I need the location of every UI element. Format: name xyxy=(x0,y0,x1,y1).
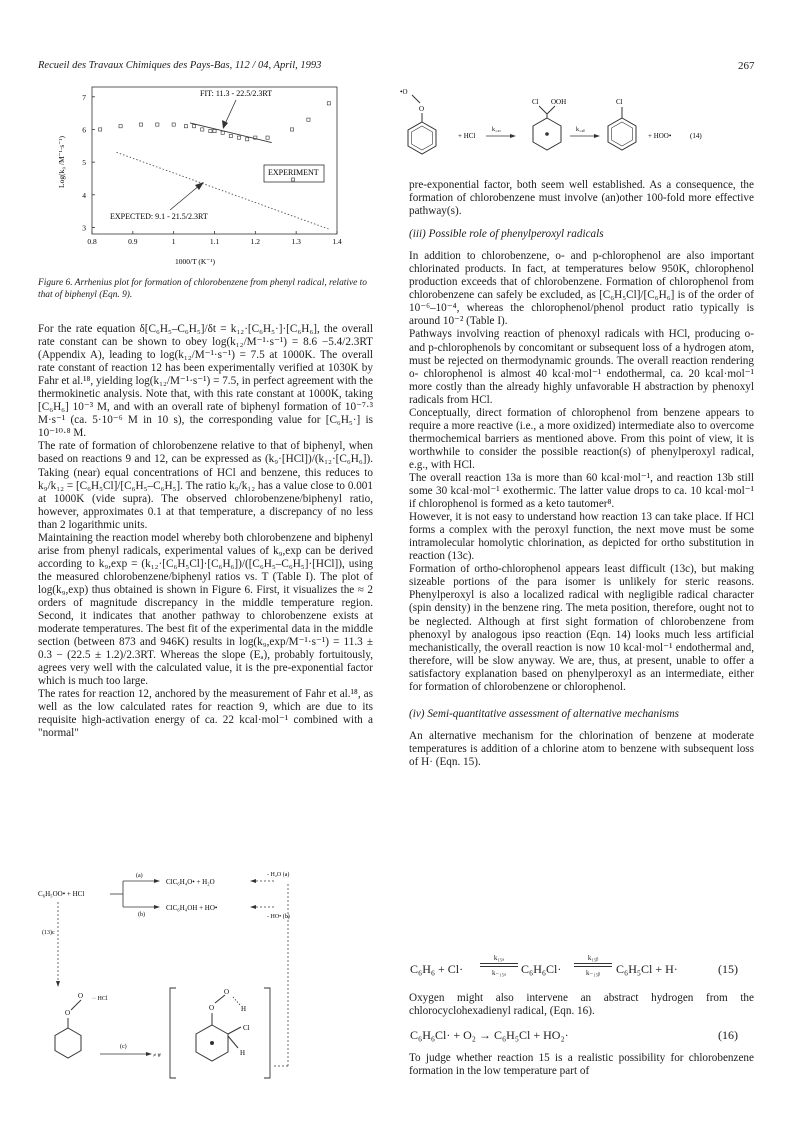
equation-16-number: (16) xyxy=(718,1028,738,1042)
legend-label: EXPERIMENT xyxy=(268,168,319,177)
y-tick-label: 7 xyxy=(82,92,86,102)
experiment-point xyxy=(229,134,232,137)
bracket-o2: O xyxy=(224,988,230,996)
paragraph-eq16: Oxygen might also intervene an abstract hydrogen from the chlorocyclohexadienyl radical, (Eqn. 16). xyxy=(409,992,754,1018)
side-b: - HO• (b) xyxy=(267,914,290,920)
bracket-h1: H xyxy=(241,1005,247,1013)
scheme13 xyxy=(38,870,373,1085)
fit-pointer xyxy=(225,100,236,124)
page-number: 267 xyxy=(738,60,755,72)
fit-line xyxy=(190,123,272,143)
phenoxyl-ring xyxy=(408,122,436,154)
k-15a: k₋₁₅ₐ xyxy=(492,969,506,977)
o-atom: O xyxy=(419,105,425,113)
paragraph-iv: An alternative mechanism for the chlorination of benzene at moderate temperatures is addition of a chlorine atom to benzene with subsequent loss of H· (Eqn. 15). xyxy=(409,729,754,768)
experiment-point xyxy=(99,128,102,131)
experiment-point xyxy=(327,102,330,105)
paragraph-iii-3: Conceptually, direct formation of chlorophenol from benzene appears to require a more reactive (i.e., a more oxidized) intermediate also to overcome thermochemical barriers as mentioned above. From this point of view, it is worthwhile to consider the possible reaction(s) of phenylperoxyl radical, e.g., with HCl. xyxy=(409,406,754,471)
label-13c: (13)c xyxy=(42,930,55,936)
paragraph-iii-4: The overall reaction 13a is more than 60 kcal·mol⁻¹, and reaction 13b still some 30 kcal·mol⁻¹ exothermic. The latter value drops to ca. 10 kcal·mol⁻¹ if chlorophenol is formed as a keto tautomer⁸. xyxy=(409,471,754,511)
experiment-point xyxy=(290,128,293,131)
expected-arrowhead xyxy=(195,182,204,190)
figure6-chart xyxy=(40,82,370,272)
experiment-point xyxy=(172,123,175,126)
fit-arrowhead xyxy=(222,120,228,129)
experiment-point xyxy=(237,136,240,139)
experiment-point xyxy=(213,130,216,133)
experiment-point xyxy=(119,125,122,128)
y-tick-label: 4 xyxy=(82,190,86,200)
figure6-caption: Figure 6. Arrhenius plot for formation of chlorobenzene from phenyl radical, relative to that of biphenyl (Eqn. 9). xyxy=(38,278,367,300)
left-column xyxy=(38,323,373,741)
bracket-left xyxy=(170,988,176,1078)
equilibrium-arrow-1 xyxy=(480,954,518,976)
equation-15-number: (15) xyxy=(718,962,738,976)
eq14-number: (14) xyxy=(690,132,702,140)
right-column-lower xyxy=(409,992,754,1018)
k14b: k₁₄ᵦ xyxy=(576,127,585,133)
x-tick-label: 1.2 xyxy=(250,237,261,246)
label-c: (c) xyxy=(120,1044,127,1050)
paragraph-iii-2: Pathways involving reaction of phenoxyl radicals with HCl, producing o- and p-chlorophenols by concomitant or subsequent loss of a hydrogen atom, must be rejected on thermodynamic grounds. The overall reaction rendering o- chlorophenol is almost 40 kcal·mol⁻¹ endothermal, ca. 20 kcal·mol⁻¹ more costly than the already highly unfavorable H abstraction by phenoxyl radicals from HCl. xyxy=(409,328,754,406)
x-tick-label: 1.3 xyxy=(291,237,301,246)
x-tick-label: 0.8 xyxy=(87,237,97,246)
scheme14 xyxy=(400,80,755,170)
fit-label: FIT: 11.3 - 22.5/2.3RT xyxy=(200,89,273,98)
y-axis-label: Log(k₉ /M⁻¹·s⁻¹) xyxy=(57,136,66,188)
plus-hcl: + HCl xyxy=(458,132,476,140)
equation-15-left: C₆H₆ + Cl· xyxy=(410,962,464,976)
heading-iv: (iv) Semi-quantitative assessment of alternative mechanisms xyxy=(409,707,679,720)
experiment-point xyxy=(201,128,204,131)
experiment-point xyxy=(246,138,249,141)
experiment-point xyxy=(156,123,159,126)
equation-16: C₆H₆Cl· + O₂ → C₆H₅Cl + HO₂· xyxy=(410,1028,569,1042)
side-a: - H₂O (a) xyxy=(267,872,290,878)
paragraph-iii-5: However, it is not easy to understand how reaction 13 can take place. If HCl forms a complex with the peroxyl function, the next move must be some intramolecular homolytic chlorination, as depicted for ortho substitution in reaction (13c). xyxy=(409,511,754,563)
equilibrium-arrow-2 xyxy=(574,954,612,976)
experiment-point xyxy=(307,118,310,121)
bracket-h2: H xyxy=(240,1049,246,1057)
expected-pointer xyxy=(170,185,200,210)
ooh-label: OOH xyxy=(551,98,567,106)
k-15b: k₋₁₅ᵦ xyxy=(585,969,601,977)
bracket-right xyxy=(264,988,270,1078)
experiment-point xyxy=(266,136,269,139)
right-column-end xyxy=(409,1052,754,1078)
k15b: k₁₅ᵦ xyxy=(587,954,599,962)
x-tick-label: 1.4 xyxy=(332,237,342,246)
y-tick-label: 5 xyxy=(82,158,86,168)
x-tick-label: 1 xyxy=(171,237,176,246)
cl-label: Cl xyxy=(532,98,539,106)
experiment-point xyxy=(139,123,142,126)
dots-hcl: ·· HCl xyxy=(92,996,108,1002)
product-a: ClC₆H₄O• + H₂O xyxy=(166,878,215,886)
experiment-point xyxy=(221,131,224,134)
paragraph-end: To judge whether reaction 15 is a realistic possibility for chlorobenzene formation in the low temperature part of xyxy=(409,1052,754,1078)
experiment-point xyxy=(192,125,195,128)
running-header: Recueil des Travaux Chimiques des Pays-Bas, 112 / 04, April, 1993 xyxy=(38,60,322,71)
o-lower: O xyxy=(65,1009,71,1017)
product-b: ClC₆H₄OH + HO• xyxy=(166,904,218,912)
paragraph-rates-reaction12: The rates for reaction 12, anchored by the measurement of Fahr et al.¹⁸, as well as the low calculated rates for reaction 9, which are due to its requisite high-activation energy of ca. 22 kcal·mol⁻¹ combined with a "normal" xyxy=(38,688,373,740)
radical-label: •O xyxy=(400,88,408,96)
plus-hoo: + HOO• xyxy=(648,132,672,140)
x-tick-label: 1.1 xyxy=(209,237,220,246)
paragraph-iii-6: Formation of ortho-chlorophenol appears least difficult (13c), but making sizeable portions of the para isomer is unlikely for steric reasons. Phenylperoxyl is also a localized radical with negligible radical character (spin density) in the benzene ring. The meta position, therefore, ought not to be neglected. Although at first sight formation of chlorobenzene from phenoxyl by analogous ipso reaction (Eqn. 14) looks much less artificial mechanistically, the overall reaction is now 10 kcal·mol⁻¹ endothermal and, therefore, will be slow anyway. We are, thus, at present, unable to offer a satisfactory explanation based on phenylperoxyl as an intermediate, either for formation of chlorobenzene or chlorophenol. xyxy=(409,563,754,693)
paragraph-iii-1: In addition to chlorobenzene, o- and p-chlorophenol are also important chlorinated products. In fact, at temperatures below 950K, chlorophenol production exceeds that of chlorobenzene. Formation of chlorophenol from chlorobenzene can safely be excluded, as [C₆H₅Cl]/[C₆H₆] is of the order of 10⁻⁶–10⁻⁴, whereas the chlorophenol/phenol product ratio typically is around 10⁻² (Table I). xyxy=(409,250,754,328)
right-column-upper xyxy=(409,179,754,769)
o-top: O xyxy=(78,992,84,1000)
experiment-point xyxy=(209,130,212,133)
bracket-o1: O xyxy=(209,1004,215,1012)
heading-iii: (iii) Possible role of phenylperoxyl radicals xyxy=(409,228,604,241)
x-axis-label: 1000/T (K⁻¹) xyxy=(174,257,216,266)
paragraph-continuation: pre-exponential factor, both seem well established. As a consequence, the formation of chlorobenzene must involve (an)other 100-fold more effective pathway(s). xyxy=(409,179,754,218)
label-b: (b) xyxy=(138,912,145,918)
expected-label: EXPECTED: 9.1 - 21.5/2.3RT xyxy=(110,212,208,221)
equation-15-right: C₆H₅Cl + H· xyxy=(616,962,678,976)
y-tick-label: 3 xyxy=(82,223,86,233)
paragraph-reaction-model: Maintaining the reaction model whereby both chlorobenzene and biphenyl arise from phenyl radicals, experimental values of k₉,exp can be derived according to k₉,exp = (k₁₂·[C₆H₅Cl]·[C₆H₆])/([C₆H₅–C₆H₅]·[HCl]), using the measured chlorobenzene/biphenyl ratios vs. T (Table I). The plot of log(k₉,exp) thus obtained is shown in Figure 6. First, it visualizes the ≈ 2 orders of magnitude discrepancy in the middle temperature region. Second, it indicates that another pathway to chlorobenzene exists at moderate temperatures. The best fit of the experimental data in the middle section (between 873 and 946K) results in log(k₉,exp/M⁻¹·s⁻¹) = 11.3 ± 0.3 − (22.5 ± 1.2)/2.3RT. Whereas the slope (Eₐ), probably fortuitously, agrees very well with the calculated value, it is the pre-exponential factor which is much too large. xyxy=(38,531,373,688)
arrow-text: ≠ # xyxy=(153,1053,161,1059)
radical-dot xyxy=(210,1041,214,1045)
k14a: k₁₄ₐ xyxy=(492,127,501,133)
chlorobenzene-ring xyxy=(608,118,636,150)
paragraph-relative-rate: The rate of formation of chlorobenzene relative to that of biphenyl, when based on reactions 9 and 12, can be expressed as (k₉·[HCl])/(k₁₂·[C₆H₆]). Taking (near) equal concentrations of HCl and benzene, this reduces to k₉/k₁₂ = [C₆H₅Cl]/[C₆H₅–C₆H₅]. The ratio k₉/k₁₂ has a value close to 0.001 at 1000K (vide supra). The observed chlorobenzene/biphenyl ratio, however, approximates 0.1 at that temperature, a discrepancy of no less than 2 logarithmic units. xyxy=(38,440,373,531)
phenyl-ring-left xyxy=(55,1028,81,1058)
scheme13-reactant: C₆H₅OO• + HCl xyxy=(38,890,85,898)
label-a: (a) xyxy=(136,873,143,879)
k15a: k₁₅ₐ xyxy=(493,954,505,962)
experiment-point xyxy=(184,125,187,128)
bracket-cl: Cl xyxy=(243,1024,250,1032)
y-tick-label: 6 xyxy=(82,125,86,135)
cl-label-product: Cl xyxy=(616,98,623,106)
x-tick-label: 0.9 xyxy=(128,237,138,246)
paragraph-rate-equation: For the rate equation δ[C₆H₅–C₆H₅]/δt = k₁₂·[C₆H₅·]·[C₆H₆], the overall rate constant can be shown to obey log(k₁₂/M⁻¹·s⁻¹) = 8.6 −5.4/2.3RT (Appendix A), leading to log(k₁₂/M⁻¹·s⁻¹) = 7.5 at 1000K. The overall rate constant of reaction 12 has been experimentally verified at 1030K by Fahr et al.¹⁸, yielding log(k₁₂/M⁻¹·s⁻¹) = 7.5, in perfect agreement with the thermokinetic analysis. Note that, with this rate constant at 1000K, taking [C₆H₆] 10⁻³ M, and with an overall rate of biphenyl formation of 10⁻⁷·³ M·s⁻¹ (ca. 5·10⁻⁶ M in 10 s), the corresponding value for [C₆H₅·] is 10⁻¹⁰·⁸ M. xyxy=(38,323,373,440)
equation-15-mid: C₆H₆Cl· xyxy=(521,962,562,976)
